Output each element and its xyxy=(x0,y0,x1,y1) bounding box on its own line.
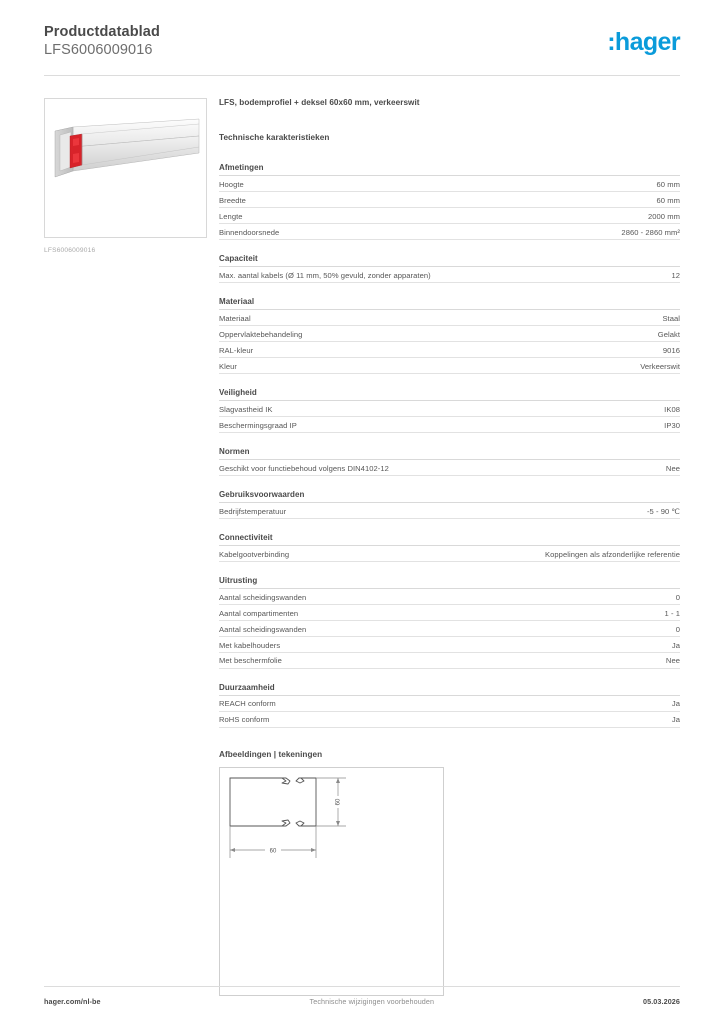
spec-group-title: Gebruiksvoorwaarden xyxy=(219,490,680,503)
spec-row xyxy=(219,417,680,433)
spec-value: Staal xyxy=(662,313,680,323)
spec-row xyxy=(219,401,680,417)
spec-label: Met beschermfolie xyxy=(219,656,282,666)
spec-label: Aantal scheidingswanden xyxy=(219,624,307,634)
spec-row xyxy=(219,503,680,519)
spec-row xyxy=(219,712,680,728)
spec-group-title: Afmetingen xyxy=(219,163,680,176)
spec-value: Verkeerswit xyxy=(640,361,680,371)
spec-row xyxy=(219,267,680,283)
spec-value: 60 mm xyxy=(656,195,680,205)
spec-group xyxy=(219,533,680,562)
spec-value: 1 - 1 xyxy=(664,608,680,618)
spec-group-title: Capaciteit xyxy=(219,254,680,267)
spec-label: Aantal compartimenten xyxy=(219,608,299,618)
spec-value: Nee xyxy=(665,463,680,473)
spec-label: Geschikt voor functiebehoud volgens DIN4102-12 xyxy=(219,463,389,473)
title-block xyxy=(44,24,160,59)
spec-value: 9016 xyxy=(662,345,680,355)
spec-value: Ja xyxy=(671,699,680,709)
spec-group xyxy=(219,490,680,519)
spec-row xyxy=(219,326,680,342)
trunking-profile-illustration xyxy=(51,113,203,203)
product-name: LFS, bodemprofiel + deksel 60x60 mm, verkeerswit xyxy=(219,98,420,108)
spec-row xyxy=(219,696,680,712)
spec-value: Nee xyxy=(665,656,680,666)
footer-row xyxy=(44,987,680,1006)
spec-label: Aantal scheidingswanden xyxy=(219,592,307,602)
spec-row xyxy=(219,460,680,476)
specifications-column xyxy=(207,98,680,996)
footer-disclaimer: Technische wijzigingen voorbehouden xyxy=(309,997,435,1006)
spec-label: Materiaal xyxy=(219,313,251,323)
page-title: Productdatablad xyxy=(44,24,160,40)
spec-value: Ja xyxy=(671,715,680,725)
spec-value: 0 xyxy=(675,624,680,634)
spec-label: Kleur xyxy=(219,361,237,371)
spec-row xyxy=(219,342,680,358)
page-header xyxy=(44,0,680,59)
spec-value: 2860 - 2860 mm² xyxy=(621,227,680,237)
spec-group xyxy=(219,163,680,240)
spec-group xyxy=(219,683,680,728)
hager-logo: :hager xyxy=(607,28,680,56)
spec-label: Hoogte xyxy=(219,179,244,189)
product-reference: LFS6006009016 xyxy=(44,41,153,58)
product-image-caption: LFS6006009016 xyxy=(44,247,96,255)
spec-row xyxy=(219,192,680,208)
spec-label: Slagvastheid IK xyxy=(219,404,273,414)
spec-value: IP30 xyxy=(664,420,680,430)
spec-label: Bedrijfstemperatuur xyxy=(219,506,287,516)
spec-row xyxy=(219,310,680,326)
spec-group xyxy=(219,254,680,283)
spec-groups-container xyxy=(219,163,680,728)
footer-website[interactable]: hager.com/nl-be xyxy=(44,997,101,1006)
spec-group-title: Duurzaamheid xyxy=(219,683,680,696)
spec-label: Beschermingsgraad IP xyxy=(219,420,297,430)
spec-label: Breedte xyxy=(219,195,246,205)
spec-label: Lengte xyxy=(219,211,243,221)
spec-row xyxy=(219,208,680,224)
spec-group xyxy=(219,388,680,433)
spec-row xyxy=(219,546,680,562)
spec-value: Gelakt xyxy=(657,329,680,339)
spec-value: 60 mm xyxy=(656,179,680,189)
dimension-height-label: 60 xyxy=(335,798,342,806)
spec-value: -5 - 90 ℃ xyxy=(646,506,680,516)
spec-row xyxy=(219,358,680,374)
spec-row xyxy=(219,589,680,605)
product-image xyxy=(44,98,207,238)
spec-label: Max. aantal kabels (Ø 11 mm, 50% gevuld, zonder apparaten) xyxy=(219,270,431,280)
spec-group-title: Materiaal xyxy=(219,297,680,310)
spec-row xyxy=(219,224,680,240)
spec-label: Kabelgootverbinding xyxy=(219,549,290,559)
footer-date: 05.03.2026 xyxy=(643,997,680,1006)
spec-value: 0 xyxy=(675,592,680,602)
spec-value: IK08 xyxy=(664,404,680,414)
spec-label: REACH conform xyxy=(219,699,276,709)
spec-row xyxy=(219,653,680,669)
spec-group-title: Connectiviteit xyxy=(219,533,680,546)
spec-value: Ja xyxy=(671,640,680,650)
spec-row xyxy=(219,605,680,621)
spec-label: RoHS conform xyxy=(219,715,270,725)
spec-label: Binnendoorsnede xyxy=(219,227,280,237)
spec-group xyxy=(219,447,680,476)
technical-characteristics-heading: Technische karakteristieken xyxy=(219,133,330,143)
spec-label: RAL-kleur xyxy=(219,345,254,355)
spec-value: Koppelingen als afzonderlijke referentie xyxy=(545,549,680,559)
spec-value: 12 xyxy=(671,270,680,280)
spec-label: Oppervlaktebehandeling xyxy=(219,329,303,339)
spec-label: Met kabelhouders xyxy=(219,640,281,650)
spec-group xyxy=(219,576,680,669)
technical-drawing xyxy=(219,767,444,996)
main-content xyxy=(44,76,680,996)
spec-group-title: Uitrusting xyxy=(219,576,680,589)
cross-section-drawing xyxy=(220,768,443,995)
dimension-width-label: 60 xyxy=(269,848,277,855)
spec-group-title: Veiligheid xyxy=(219,388,680,401)
spec-row xyxy=(219,637,680,653)
product-image-column xyxy=(44,98,207,996)
spec-row xyxy=(219,176,680,192)
spec-row xyxy=(219,621,680,637)
page-footer xyxy=(44,986,680,1006)
spec-group-title: Normen xyxy=(219,447,680,460)
spec-value: 2000 mm xyxy=(647,211,680,221)
drawings-heading: Afbeeldingen | tekeningen xyxy=(219,750,323,760)
spec-group xyxy=(219,297,680,374)
